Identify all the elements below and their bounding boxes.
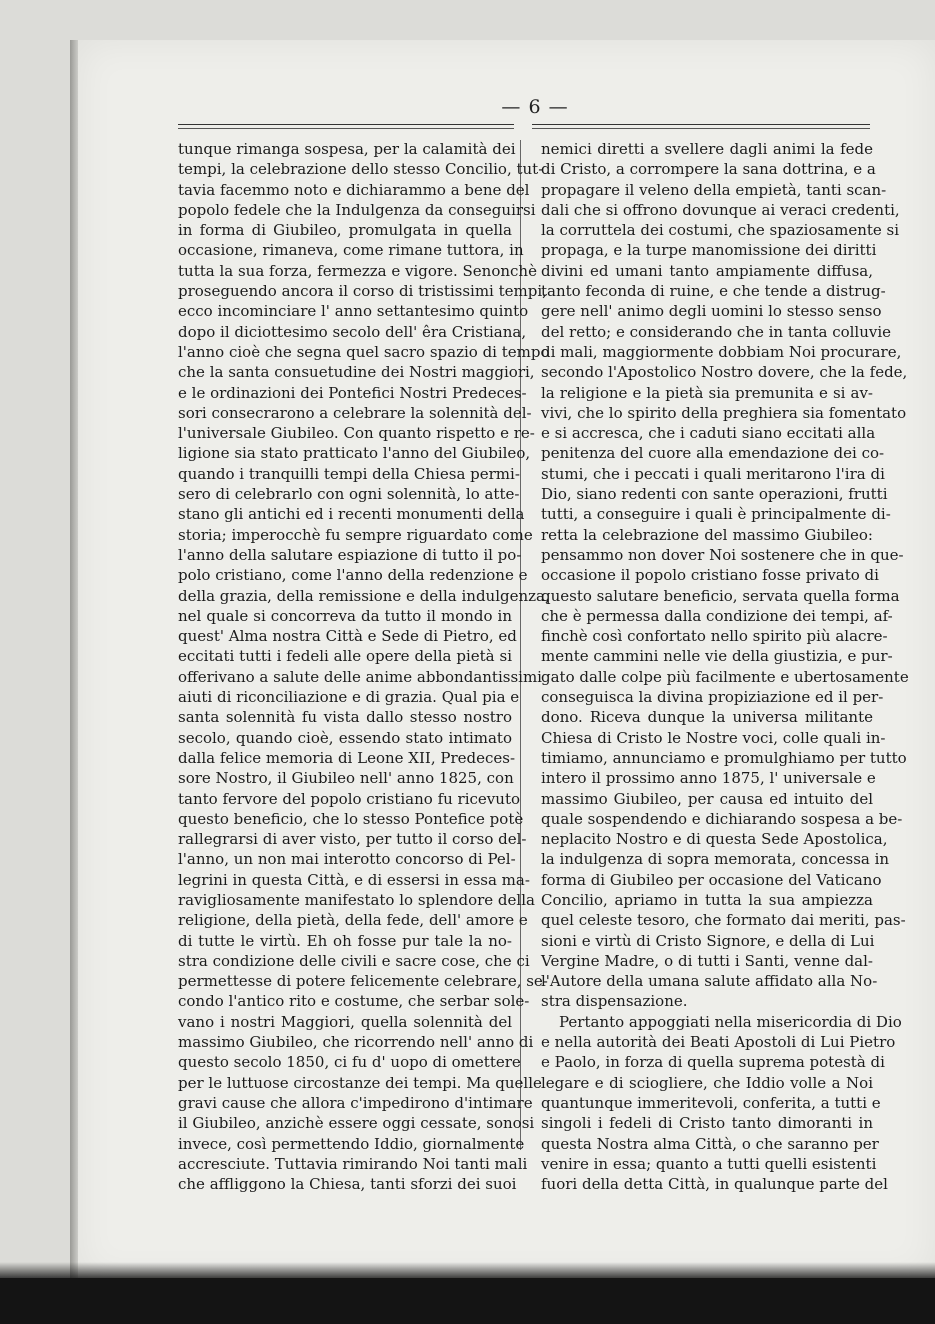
text-line: santa solennità fu vista dallo stesso nostro <box>178 708 512 727</box>
text-line: quel celeste tesoro, che formato dai meriti, pas- <box>541 911 906 930</box>
text-line: legare e di sciogliere, che Iddio volle a Noi <box>541 1073 873 1092</box>
text-line: stano gli antichi ed i recenti monumenti della <box>178 505 525 524</box>
text-line: tunque rimanga sospesa, per la calamità dei <box>178 140 516 158</box>
text-line: la religione e la pietà sia premunita e si av- <box>541 383 873 402</box>
text-line: quando i tranquilli tempi della Chiesa permi- <box>178 464 520 483</box>
text-line: Pertanto appoggiati nella misericordia di Dio <box>559 1012 902 1031</box>
text-line: legrini in questa Città, e di essersi in essa ma- <box>178 870 530 889</box>
text-line: massimo Giubileo, che ricorrendo nell' anno di <box>178 1033 534 1052</box>
text-line: la indulgenza di sopra memorata, concessa in <box>541 850 890 869</box>
text-line: gere nell' animo degli uomini lo stesso senso <box>541 302 882 321</box>
text-line: l'anno cioè che segna quel sacro spazio di tempo <box>178 342 550 361</box>
text-line: pensammo non dover Noi sostenere che in que- <box>541 545 904 564</box>
text-line: quantunque immeritevoli, conferita, a tutti e <box>541 1093 881 1112</box>
text-line: conseguisca la divina propiziazione ed il per- <box>541 688 884 707</box>
text-line: sero di celebrarlo con ogni solennità, lo atte- <box>178 485 520 504</box>
text-line: questa Nostra alma Città, o che saranno per <box>541 1134 879 1153</box>
text-line: del retto; e considerando che in tanta colluvie <box>541 322 892 341</box>
text-line: Chiesa di Cristo le Nostre voci, colle quali in- <box>541 728 886 747</box>
text-line: sioni e virtù di Cristo Signore, e della di Lui <box>541 931 875 950</box>
text-line: forma di Giubileo per occasione del Vaticano <box>541 870 882 889</box>
text-line: nemici diretti a svellere dagli animi la fede <box>541 140 873 158</box>
text-line: la corruttela dei costumi, che spaziosamente si <box>541 221 900 240</box>
text-line: condo l'antico rito e costume, che serbar sole- <box>178 992 530 1011</box>
text-line: che affliggono la Chiesa, tanti sforzi dei suoi <box>178 1175 517 1194</box>
text-line: quest' Alma nostra Città e Sede di Pietro, ed <box>178 627 517 646</box>
text-line: l'anno, un non mai interotto concorso di Pel- <box>178 850 516 869</box>
text-line: fuori della detta Città, in qualunque parte del <box>541 1175 888 1194</box>
text-line: Vergine Madre, o di tutti i Santi, venne dal- <box>541 951 873 970</box>
text-line: tanto feconda di ruine, e che tende a distrug- <box>541 282 886 301</box>
text-line: vivi, che lo spirito della preghiera sia fomentato <box>541 403 907 422</box>
text-line: e nella autorità dei Beati Apostoli di Lui Pietro <box>541 1033 896 1052</box>
text-line: polo cristiano, come l'anno della redenzione e <box>178 566 528 585</box>
header-rule-left-thin <box>178 128 514 129</box>
text-line: che è permessa dalla condizione dei tempi, af- <box>541 606 893 625</box>
text-line: l'universale Giubileo. Con quanto rispetto e re- <box>178 424 535 443</box>
text-line: gravi cause che allora c'impedirono d'intimare <box>178 1093 533 1112</box>
text-line: nel quale si concorreva da tutto il mondo in <box>178 606 512 625</box>
text-line: ligione sia stato pratticato l'anno del Giubileo, <box>178 444 531 463</box>
text-line: per le luttuose circostanze dei tempi. Ma quelle <box>178 1073 542 1092</box>
page-number: — 6 — <box>501 96 569 118</box>
text-line: e si accresca, che i caduti siano eccitati alla <box>541 424 876 443</box>
text-line: l'anno della salutare espiazione di tutto il po- <box>178 545 522 564</box>
text-line: di mali, maggiormente dobbiam Noi procurare, <box>541 342 902 361</box>
text-line: aiuti di riconciliazione e di grazia. Qual pia e <box>178 688 520 707</box>
right-column <box>541 139 909 1194</box>
text-line: popolo fedele che la Indulgenza da conseguirsi <box>178 200 536 219</box>
header-rule-right <box>532 124 870 125</box>
text-line: il Giubileo, anzichè essere oggi cessate, sonosi <box>178 1114 535 1133</box>
text-line: permettesse di potere felicemente celebrare, se- <box>178 972 548 991</box>
text-line: intero il prossimo anno 1875, l' universale e <box>541 769 876 788</box>
text-line: sori consecrarono a celebrare la solennità del- <box>178 403 532 422</box>
text-line: quale sospendendo e dichiarando sospesa a be- <box>541 809 903 828</box>
text-line: Concilio, apriamo in tutta la sua ampiezza <box>541 890 873 909</box>
text-line: tempi, la celebrazione dello stesso Concilio, tut- <box>178 160 544 179</box>
scanner-bed-edge <box>0 1278 935 1324</box>
text-line: neplacito Nostro e di questa Sede Apostolica, <box>541 830 888 849</box>
text-line: occasione, rimaneva, come rimane tuttora, in <box>178 241 524 260</box>
text-line: tutta la sua forza, fermezza e vigore. Senonchè <box>178 261 537 280</box>
text-line: offerivano a salute delle anime abbondantissimi <box>178 667 542 686</box>
text-line: l'Autore della umana salute affidato alla No- <box>541 972 878 991</box>
text-line: vano i nostri Maggiori, quella solennità del <box>178 1012 512 1031</box>
text-line: religione, della pietà, della fede, dell' amore e <box>178 911 528 930</box>
text-line: e Paolo, in forza di quella suprema potestà di <box>541 1053 885 1072</box>
text-line: dopo il diciottesimo secolo dell' êra Cristiana, <box>178 322 527 341</box>
text-line: dono. Riceva dunque la universa militante <box>541 708 873 727</box>
text-line: dali che si offrono dovunque ai veraci credenti, <box>541 200 900 219</box>
left-column <box>178 139 550 1194</box>
text-line: Dio, siano redenti con sante operazioni, frutti <box>541 485 888 504</box>
text-line: questo salutare beneficio, servata quella forma <box>541 586 900 605</box>
text-line: venire in essa; quanto a tutti quelli esistenti <box>541 1154 877 1173</box>
text-line: di Cristo, a corrompere la sana dottrina, e a <box>541 160 876 179</box>
text-line: invece, così permettendo Iddio, giornalmente <box>178 1134 525 1153</box>
text-line: stra dispensazione. <box>541 992 688 1011</box>
text-line: propagare il veleno della empietà, tanti scan- <box>541 180 887 199</box>
text-line: questo beneficio, che lo stesso Pontefice potè <box>178 809 524 828</box>
text-line: storia; imperocchè fu sempre riguardato come <box>178 525 533 544</box>
text-line: penitenza del cuore alla emendazione dei co- <box>541 444 885 463</box>
text-line: singoli i fedeli di Cristo tanto dimoranti in <box>541 1114 873 1133</box>
text-line: tavia facemmo noto e dichiarammo a bene del <box>178 180 530 199</box>
text-line: secondo l'Apostolico Nostro dovere, che la fede, <box>541 363 908 382</box>
text-line: gato dalle colpe più facilmente e ubertosamente <box>541 667 909 686</box>
text-line: secolo, quando cioè, essendo stato intimato <box>178 728 512 747</box>
text-line: questo secolo 1850, ci fu d' uopo di omettere <box>178 1053 521 1072</box>
text-line: retta la celebrazione del massimo Giubileo: <box>541 525 873 544</box>
text-line: mente cammini nelle vie della giustizia, e pur- <box>541 647 893 666</box>
text-line: occasione il popolo cristiano fosse privato di <box>541 566 879 585</box>
text-line: che la santa consuetudine dei Nostri maggiori, <box>178 363 535 382</box>
text-line: ravigliosamente manifestato lo splendore della <box>178 890 535 909</box>
text-line: rallegrarsi di aver visto, per tutto il corso del- <box>178 830 527 849</box>
header-rule-left <box>178 124 514 125</box>
text-line: stra condizione delle civili e sacre cose, che ci <box>178 951 530 970</box>
text-line: eccitati tutti i fedeli alle opere della pietà si <box>178 647 512 666</box>
text-line: finchè così confortato nello spirito più alacre- <box>541 627 888 646</box>
text-line: ecco incominciare l' anno settantesimo quinto <box>178 302 529 321</box>
text-line: propaga, e la turpe manomissione dei diritti <box>541 241 877 260</box>
text-line: e le ordinazioni dei Pontefici Nostri Predeces- <box>178 383 527 402</box>
text-line: massimo Giubileo, per causa ed intuito del <box>541 789 873 808</box>
text-line: tutti, a conseguire i quali è principalmente di- <box>541 505 891 524</box>
text-line: di tutte le virtù. Eh oh fosse pur tale la no- <box>178 931 512 950</box>
text-line: tanto fervore del popolo cristiano fu ricevuto <box>178 789 520 808</box>
header-rule-right-thin <box>532 128 870 129</box>
text-line: sore Nostro, il Giubileo nell' anno 1825, con <box>178 769 514 788</box>
text-line: stumi, che i peccati i quali meritarono l'ira di <box>541 464 885 483</box>
text-line: proseguendo ancora il corso di tristissimi tempi, <box>178 282 547 301</box>
text-line: divini ed umani tanto ampiamente diffusa, <box>541 261 873 280</box>
text-line: della grazia, della remissione e della indulgenza, <box>178 586 550 605</box>
text-line: timiamo, annunciamo e promulghiamo per tutto <box>541 748 907 767</box>
text-line: in forma di Giubileo, promulgata in quella <box>178 221 512 240</box>
text-line: dalla felice memoria di Leone XII, Predeces- <box>178 748 516 767</box>
text-line: accresciute. Tuttavia rimirando Noi tanti mali <box>178 1154 528 1173</box>
